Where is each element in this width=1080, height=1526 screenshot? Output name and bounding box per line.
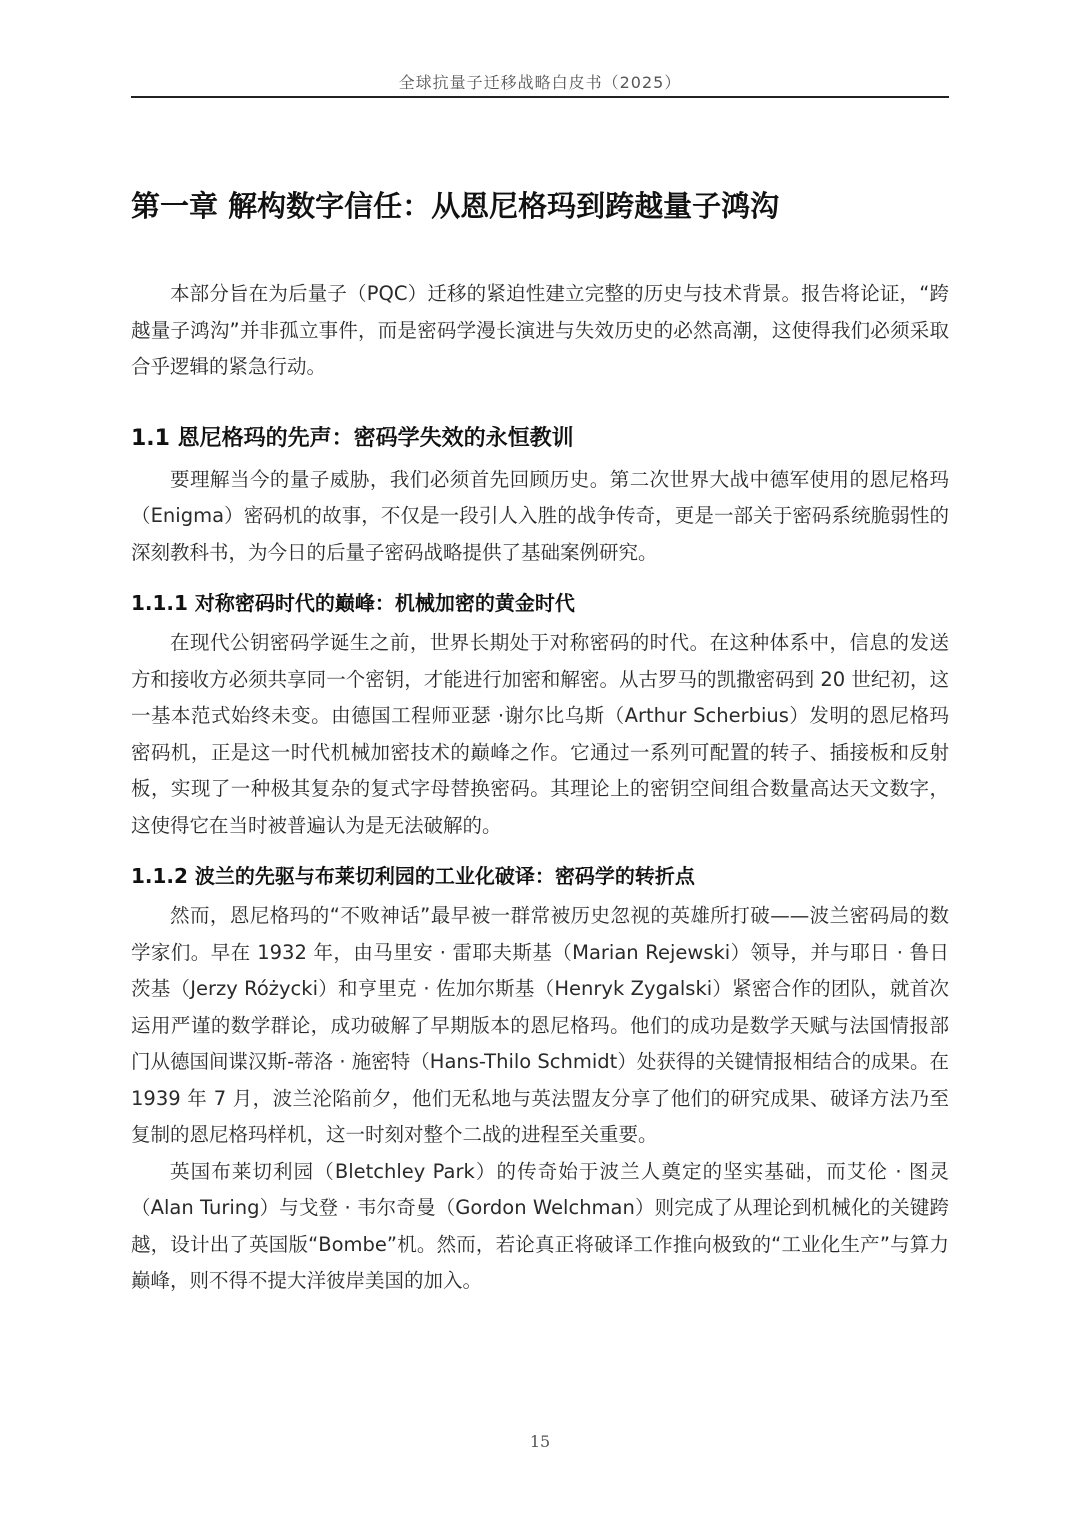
section-1-1-2-paragraph-2: 英国布莱切利园（Bletchley Park）的传奇始于波兰人奠定的坚实基础，而艾伦 · 图灵（Alan Turing）与戈登 · 韦尔奇曼（Gordon Welchman）则完成了从理论到机械化的关键跨越，设计出了英国版“Bombe”机。然而，若论真正将破译工作推向极致的“工业化生产”与算力巅峰，则不得不提大洋彼岸美国的加入。 [131, 1159, 949, 1292]
section-1-1-paragraph: 要理解当今的量子威胁，我们必须首先回顾历史。第二次世界大战中德军使用的恩尼格玛（Enigma）密码机的故事，不仅是一段引人入胜的战争传奇，更是一部关于密码系统脆弱性的深刻教科书，为今日的后量子密码战略提供了基础案例研究。 [131, 467, 949, 564]
page-content [131, 150, 949, 1300]
page-number: 15 [529, 1432, 551, 1451]
section-1-1-1-title: 1.1.1 对称密码时代的巅峰：机械加密的黄金时代 [131, 591, 575, 615]
header-rule [131, 96, 949, 98]
chapter-title: 第一章 解构数字信任：从恩尼格玛到跨越量子鸿沟 [131, 189, 780, 223]
chapter-intro-paragraph: 本部分旨在为后量子（PQC）迁移的紧迫性建立完整的历史与技术背景。报告将论证，“跨越量子鸿沟”并非孤立事件，而是密码学漫长演进与失效历史的必然高潮，这使得我们必须采取合乎逻辑的紧急行动。 [131, 282, 949, 378]
section-1-1-2-paragraph-1: 然而，恩尼格玛的“不败神话”最早被一群常被历史忽视的英雄所打破——波兰密码局的数学家们。早在 1932 年，由马里安 · 雷耶夫斯基（Marian Rejewski）领导，并与耶日 · 鲁日茨基（Jerzy Różycki）和亨里克 · 佐加尔斯基（Henryk Zygalski）紧密合作的团队，就首次运用严谨的数学群论，成功破解了早期版本的恩尼格玛。他们的成功是数学天赋与法国情报部门从德国间谍汉斯-蒂洛 · 施密特（Hans-Thilo Schmidt）处获得的关键情报相结合的成果。在 1939 年 7 月，波兰沦陷前夕，他们无私地与英法盟友分享了他们的研究成果、破译方法乃至复制的恩尼格玛样机，这一时刻对整个二战的进程至关重要。 [131, 904, 949, 1146]
section-1-1-2-title: 1.1.2 波兰的先驱与布莱切利园的工业化破译：密码学的转折点 [131, 864, 695, 888]
section-1-1-title: 1.1 恩尼格玛的先声：密码学失效的永恒教训 [131, 425, 574, 451]
section-1-1-1-paragraph: 在现代公钥密码学诞生之前，世界长期处于对称密码的时代。在这种体系中，信息的发送方和接收方必须共享同一个密钥，才能进行加密和解密。从古罗马的凯撒密码到 20 世纪初，这一基本范式始终未变。由德国工程师亚瑟 ·谢尔比乌斯（Arthur Scherbius）发明的恩尼格玛密码机，正是这一时代机械加密技术的巅峰之作。它通过一系列可配置的转子、插接板和反射板，实现了一种极其复杂的复式字母替换密码。其理论上的密钥空间组合数量高达天文数字，这使得它在当时被普遍认为是无法破解的。 [131, 631, 949, 837]
running-header: 全球抗量子迁移战略白皮书（2025） [398, 73, 682, 92]
